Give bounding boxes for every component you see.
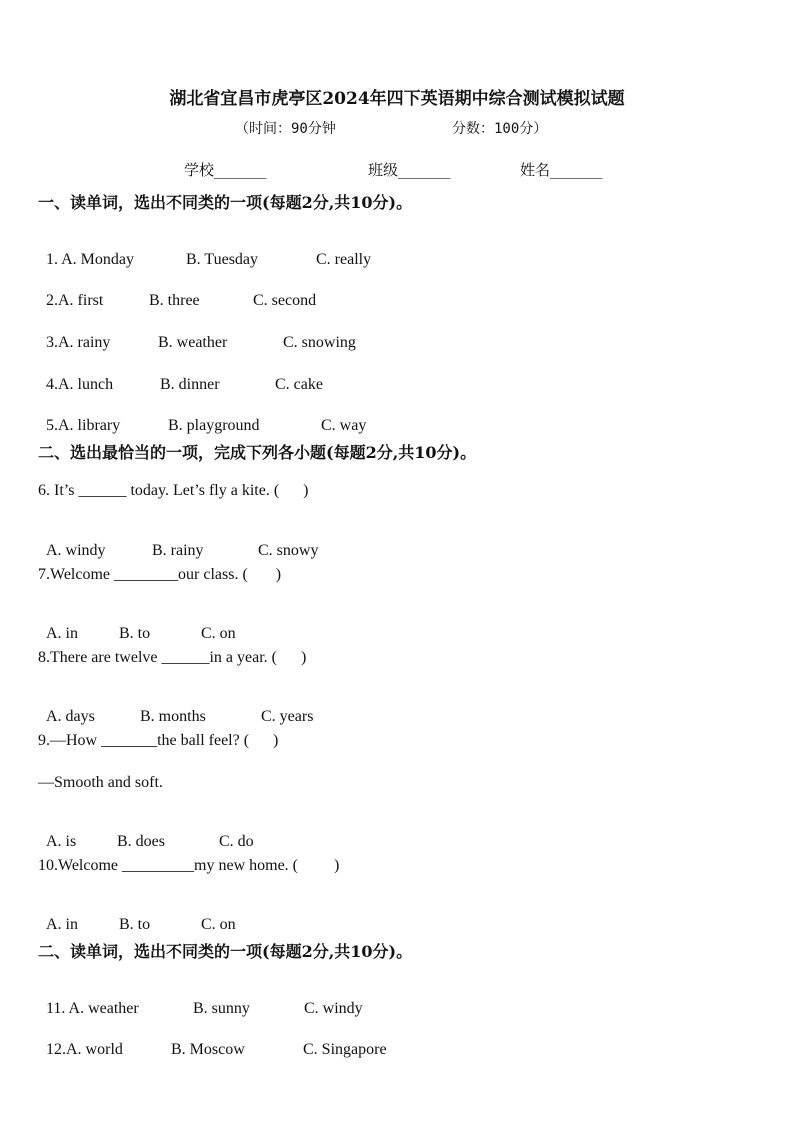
section-heading-2: 二、选出最恰当的一项，完成下列各小题(每题2分,共10分)。 [38,443,477,462]
question-3-option-b: B. weather [158,334,228,351]
question-12-option-c: C. Singapore [303,1041,387,1058]
question-11-option-a: 11. A. weather [46,1000,139,1017]
question-4 [38,358,323,394]
question-11 [38,982,363,1018]
question-6-option-b: B. rainy [152,542,204,559]
question-8-options [38,690,314,726]
question-9-stem: 9.—How _______the ball feel? ( ) [38,732,279,749]
question-7-option-c: C. on [201,625,236,642]
question-6-options [38,524,319,560]
question-3 [38,316,356,352]
question-9-option-c: C. do [219,833,254,850]
question-1-option-c: C. really [316,251,372,268]
question-3-option-c: C. snowing [283,334,356,351]
school-field: 学校_______ [184,161,267,179]
question-7-options [38,607,236,643]
question-10-option-b: B. to [119,916,151,933]
question-4-option-c: C. cake [275,376,323,393]
question-5-option-b: B. playground [168,417,260,434]
question-5-option-a: 5.A. library [46,417,121,434]
question-5-option-c: C. way [321,417,367,434]
class-field: 班级_______ [368,161,451,179]
question-7-option-b: B. to [119,625,151,642]
question-10-option-c: C. on [201,916,236,933]
question-8-option-b: B. months [140,708,206,725]
question-2-option-c: C. second [253,292,317,309]
question-9-reply: —Smooth and soft. [38,774,163,791]
question-1-option-a: 1. A. Monday [46,251,134,268]
question-10-option-a: A. in [46,916,78,933]
question-7-option-a: A. in [46,625,78,642]
exam-score: 分数：100分） [452,121,548,137]
question-9-option-b: B. does [117,833,165,850]
question-2 [38,274,317,310]
exam-time: （时间：90分钟 [235,121,336,137]
question-2-option-b: B. three [149,292,200,309]
section-heading-1: 一、读单词，选出不同类的一项(每题2分,共10分)。 [38,193,413,212]
question-12-option-b: B. Moscow [171,1041,245,1058]
question-10-options [38,898,236,934]
question-7-stem: 7.Welcome ________our class. ( ) [38,566,282,583]
question-10-stem: 10.Welcome _________my new home. ( ) [38,857,340,874]
question-6-option-a: A. windy [46,542,106,559]
question-2-option-a: 2.A. first [46,292,104,309]
question-5 [38,399,367,435]
question-6-option-c: C. snowy [258,542,319,559]
question-4-option-a: 4.A. lunch [46,376,114,393]
question-11-option-b: B. sunny [193,1000,250,1017]
page-title: 湖北省宜昌市虎亭区2024年四下英语期中综合测试模拟试题 [169,89,625,109]
question-9-options [38,815,254,851]
question-1 [38,233,372,269]
question-6-stem: 6. It’s ______ today. Let’s fly a kite. ( ) [38,482,309,499]
question-9-option-a: A. is [46,833,77,850]
question-12-option-a: 12.A. world [46,1041,123,1058]
question-1-option-b: B. Tuesday [186,251,259,268]
name-field: 姓名_______ [520,161,603,179]
question-8-option-a: A. days [46,708,95,725]
question-4-option-b: B. dinner [160,376,220,393]
question-8-option-c: C. years [261,708,314,725]
question-8-stem: 8.There are twelve ______in a year. ( ) [38,649,307,666]
question-12 [38,1023,387,1059]
question-11-option-c: C. windy [304,1000,363,1017]
question-3-option-a: 3.A. rainy [46,334,111,351]
section-heading-3: 二、读单词，选出不同类的一项(每题2分,共10分)。 [38,942,413,961]
